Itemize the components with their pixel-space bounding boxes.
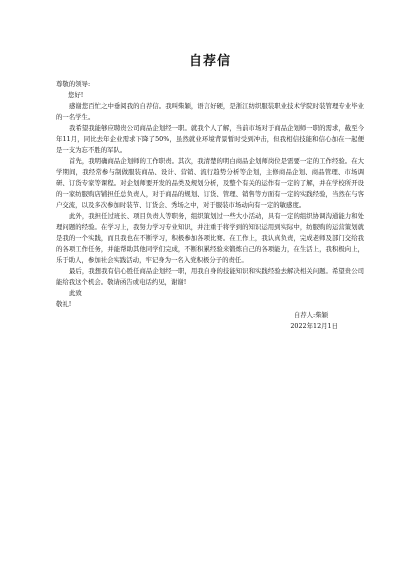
paragraph-position: 我希望我能够应聘贵公司商品企划经一职。就我个人了解，当前市场对于商品企划师一职的需求，截至今年11月，同比去年企业需求下降了50%，虽然就业环境背景暂时受到冲击，但我相信技能和信心加在一起便是一支为忘不胜的军队。: [56, 124, 364, 154]
paragraph-conclusion: 最后，我想我有信心胜任商品企划经一职，用我自身的技能知识和实践经验去解决相关问题。希望贵公司能给我这个机会。敬请函告或电话约见，谢谢!: [56, 267, 364, 286]
closing-regards: 此致: [69, 289, 82, 297]
signature: 自荐人:柴颖: [293, 311, 328, 319]
letter-date: 2022年12月1日: [290, 322, 338, 330]
closing-salute: 敬礼!: [56, 300, 72, 308]
paragraph-introduction: 感谢您百忙之中垂阅我的自荐信。我叫柴颖，语言好硬，是浙江纺织服装职业技术学院时装管理专业毕业的一名学生。: [56, 102, 364, 121]
greeting: 您好!: [68, 91, 84, 99]
paragraph-experience: 首先，我明确商品企划师的工作职责。其次，我清楚的明白商品企划师岗位是需要一定的工作经验。在大学期间，我经常参与制做服装商品、设计、营销、流行趋势分析等企划，主修商品企划、商品管理、市场调研、订货专家等课程。对企划师要开发的品类及规划分析，及整个有关的运作有一定的了解，并在学校所开设的一家纺服购店铺担任总负责人，对于商品的规划、订货、管理、销售等方面有一定的实践经验，当然在与客户交流，以及多次参加时装节、订货会、秀场之中，对于服装市场动向有一定的敏感度。: [56, 157, 364, 209]
paragraph-qualities: 此外，我担任过班长、项目负责人等职务，组织策划过一些大小活动，具有一定的组织协调沟通能力和处理问题的经验。在学习上，我努力学习专业知识，并注重于将学到的知识运用到实际中，纺服购的运营策划就是我的一个实践，而且我也在不断学习，积极参加各项比赛。在工作上，我认真负责，完成老师及部门交给我的各项工作任务，并能帮助其他同学们完成，不断积累经验来锻炼自己的各项能力，在生活上，我积极向上，乐于助人，参加社会实践活动，牢记身为一名入党积极分子的责任。: [56, 212, 364, 264]
letter-title: 自荐信: [188, 54, 231, 69]
salutation: 尊敬的领导:: [56, 80, 91, 88]
